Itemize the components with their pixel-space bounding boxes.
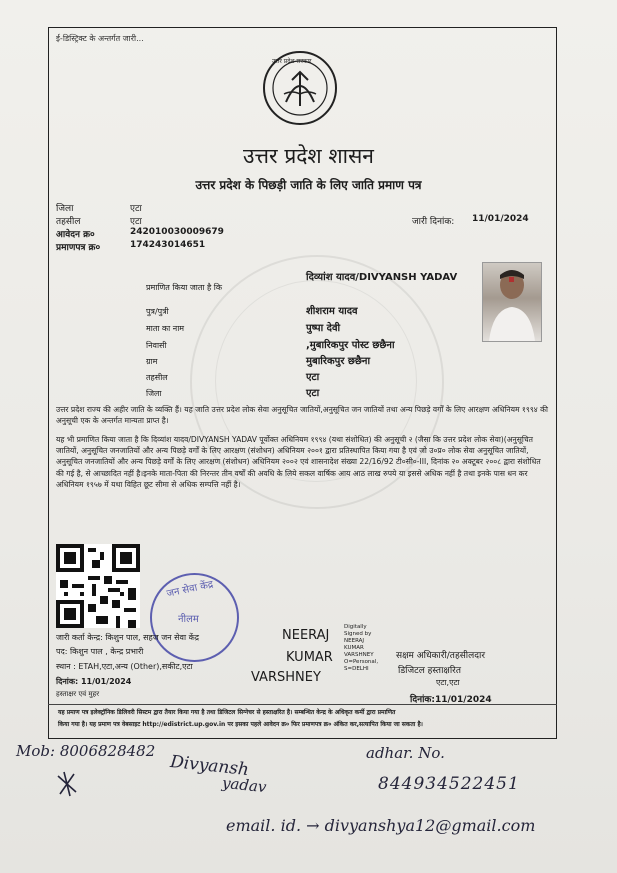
field-label-mother: माता का नाम: [146, 324, 185, 333]
field-label-tehsil: तहसील: [146, 373, 168, 382]
field-value-mother: पुष्पा देवी: [306, 323, 341, 334]
jan-seva-kendra-stamp: [150, 573, 239, 662]
handwritten-signature-line1: Divyansh: [169, 751, 250, 781]
field-label-resident: निवासी: [146, 341, 167, 350]
district-value: एटा: [130, 204, 142, 214]
person-silhouette-icon: [483, 263, 541, 341]
field-value-parent: शीशराम यादव: [306, 306, 358, 317]
application-value: 242010030009679: [130, 227, 224, 237]
field-value-village: मुबारिकपुर छछैना: [306, 356, 371, 367]
issuer-centre: जारी कर्ता केन्द्र: किशुन पाल, सहज जन सेवा केंद्र: [56, 633, 199, 642]
district-label: जिला: [56, 204, 74, 214]
field-value-tehsil: एटा: [306, 372, 320, 383]
handwritten-adhar-value: 844934522451: [378, 774, 520, 794]
emblem-text: उत्तर प्रदेश सरकार: [272, 58, 312, 65]
footer-line1: यह प्रमाण पत्र इलेक्ट्रॉनिक डिलिवरी सिस्टम द्वारा तैयार किया गया है तथा डिजिटल सिग्नेचर से हस्ताक्षरित है। सम्बन्धित केन्द्र के अधिकृत कर्मी द्वारा प्रमाणित: [58, 709, 396, 716]
footer-divider: [48, 704, 557, 705]
authority-place: एटा,एटा: [436, 678, 460, 687]
issuer-place: स्थान : ETAH,एटा,अन्य (Other),सकीट,एटा: [56, 662, 193, 671]
field-label-district: जिला: [146, 389, 162, 398]
issuer-date: दिनांक: 11/01/2024: [56, 677, 132, 686]
certification-statement: यह भी प्रमाणित किया जाता है कि दिव्यांश यादव/DIVYANSH YADAV पूर्वोक्त अधिनियम १९९४ (यथा संशोधित) की अनुसूची २ (जैसा कि उत्तर प्रदेश लोक सेवा)(अनुसूचित जातियों, अनुसूचित जनजातियों और अन्य पिछड़े वर्गों के लिए आरक्षण (संशोधन) अधिनियम २००१ द्वारा प्रतिस्थापित किया गया है एवं जो उ०प्र० लोक सेवा अनुसूचित जातियों, अनुसूचित जनजातियों और अन्य पिछड़े वर्गों के लिए आरक्षण (संशोधन) अधिनियम २००२ एवं शासनादेश संख्या 22/16/92 टी०सी०-III, दिनांक २० अक्टूबर २००८ द्वारा संशोधित की गई है, से आच्छादित नहीं है।इनके माता-पिता की निरन्तर तीन वर्षों की अवधि के लिये सकल वार्षिक आय आठ लाख रुपये या इससे अधिक नहीं है तथा इनके पास धन कर अधिनियम १९५७ में यथा विहित छूट सीमा से अधिक सम्पत्ति नहीं है।: [56, 435, 541, 489]
subheading: उत्तर प्रदेश के पिछड़ी जाति के लिए जाति प्रमाण पत्र: [195, 178, 422, 192]
certificate-label: प्रमाणपत्र क्र०: [56, 243, 101, 253]
field-label-village: ग्राम: [146, 357, 158, 366]
issuer-sign-label: हस्ताक्षर एवं मुहर: [56, 690, 100, 698]
handwritten-mobile: Mob: 8006828482: [16, 742, 156, 760]
tehsil-value: एटा: [130, 217, 142, 227]
field-label-parent: पुत्र/पुत्री: [146, 307, 169, 316]
heading: उत्तर प्रदेश शासन: [243, 144, 374, 168]
issue-date-value: 11/01/2024: [472, 214, 529, 224]
field-value-resident: ,मुबारिकपुर पोस्ट छछैना: [306, 340, 395, 351]
authority-title: सक्षम अधिकारी/तहसीलदार: [396, 651, 486, 661]
applicant-photo: [482, 262, 542, 342]
certificate-value: 174243014651: [130, 240, 206, 250]
authority-date: दिनांक:11/01/2024: [410, 695, 492, 705]
application-label: आवेदन क्र०: [56, 230, 95, 240]
authority-signature: डिजिटल हस्ताक्षरित: [398, 666, 461, 676]
handwritten-mark-icon: [54, 768, 80, 798]
digital-sig-line2: KUMAR: [286, 650, 333, 665]
issuer-post: पद: किशुन पाल , केन्द्र प्रभारी: [56, 647, 144, 656]
field-value-name: दिव्यांश यादव/DIVYANSH YADAV: [306, 272, 458, 283]
stamp-inner-text: नीलम: [178, 614, 199, 625]
footer-line2: किया गया है। यह प्रमाण पत्र वेबसाइट http://edistrict.up.gov.in पर इसका पहले आवेदन क्र० फिर प्रमाणपत्र क्र० अंकित कर,सत्यापित किया जा सकता है।: [58, 721, 423, 728]
digital-sig-small: Digitally Signed by NEERAJ KUMAR VARSHNEY O=Personal, S=DELHI: [344, 624, 379, 672]
handwritten-email: email. id. → divyanshya12@gmail.com: [226, 816, 536, 835]
qr-code-icon: [56, 544, 140, 628]
stamp-text: जन सेवा केंद्र: [165, 579, 215, 600]
digital-sig-line3: VARSHNEY: [251, 670, 321, 685]
issue-date-label: जारी दिनांक:: [412, 217, 455, 227]
digital-sig-line1: NEERAJ: [282, 628, 330, 643]
caste-statement: उत्तर प्रदेश राज्य की अहीर जाति के व्यक्ति हैं। यह जाति उत्तर प्रदेश लोक सेवा अनुसूचित जातियों,अनुसूचित जन जातियों तथा अन्य पिछड़े वर्गों के लिए आरक्षण अधिनियम १९९४ की अनुसूची एक के अन्तर्गत मान्यता प्राप्त है।: [56, 405, 548, 426]
field-value-district: एटा: [306, 388, 320, 399]
tehsil-label: तहसील: [56, 217, 81, 227]
handwritten-adhar-label: adhar. No.: [366, 744, 445, 762]
top-note: ई-डिस्ट्रिक्ट के अन्तर्गत जारी...: [56, 34, 144, 43]
handwritten-signature-line2: yadav: [221, 773, 268, 797]
field-label-name: प्रमाणित किया जाता है कि: [146, 283, 223, 292]
